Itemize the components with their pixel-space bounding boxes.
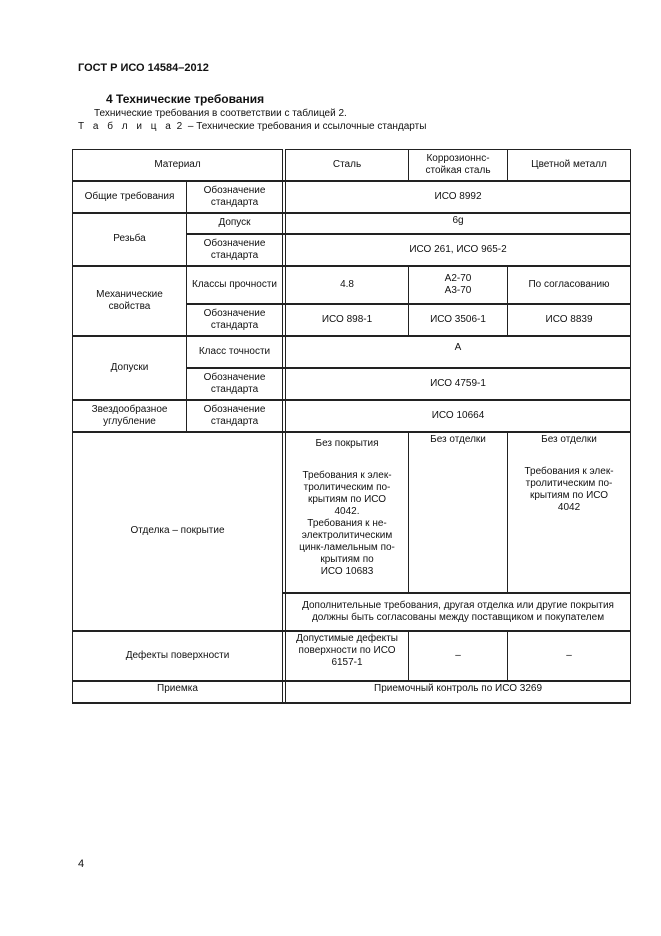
row-mechanical-classes xyxy=(73,266,631,304)
tolerances-class-label: Класс точности xyxy=(187,336,283,368)
table-caption-label: Т а б л и ц а xyxy=(78,121,174,132)
row-surface-defects xyxy=(73,631,631,681)
mechanical-classes-stainless: А2-70 А3-70 xyxy=(409,266,508,304)
header-stainless: Коррозионнс- стойкая сталь xyxy=(409,150,508,181)
table-header-row xyxy=(73,150,631,181)
thread-std-label: Обозначение стандарта xyxy=(187,234,283,266)
tolerances-class-value: А xyxy=(286,336,631,368)
header-steel: Сталь xyxy=(286,150,409,181)
row-common-requirements xyxy=(73,181,631,213)
countersink-std-value: ИСО 10664 xyxy=(286,400,631,432)
row-acceptance xyxy=(73,681,631,703)
defects-stainless: – xyxy=(409,631,508,681)
page-number: 4 xyxy=(78,858,85,870)
thread-group-label: Резьба xyxy=(73,213,187,266)
mechanical-std-nonferrous: ИСО 8839 xyxy=(508,304,631,336)
row-thread-tolerance xyxy=(73,213,631,234)
document-header: ГОСТ Р ИСО 14584–2012 xyxy=(78,62,209,74)
common-group-label: Общие требования xyxy=(73,181,187,213)
finish-nonferrous: Без отделки Требования к элек- тролитическим по- крытиям по ИСО 4042 xyxy=(508,432,631,593)
mechanical-std-label: Обозначение стандарта xyxy=(187,304,283,336)
thread-tolerance-value: 6g xyxy=(286,213,631,234)
mechanical-group-label: Механические свойства xyxy=(73,266,187,336)
defects-group-label: Дефекты поверхности xyxy=(73,631,283,681)
finish-steel: Без покрытия Требования к элек- тролитическим по- крытиям по ИСО 4042. Требования к не- электролитическим цинк-ламельным по- крытиям по ИСО 10683 xyxy=(286,432,409,593)
common-std-label: Обозначение стандарта xyxy=(187,181,283,213)
section-intro: Технические требования в соответствии с таблицей 2. xyxy=(94,108,347,119)
defects-nonferrous: – xyxy=(508,631,631,681)
finish-nonferrous-title: Без отделки xyxy=(541,433,597,445)
row-finish xyxy=(73,432,631,593)
acceptance-value: Приемочный контроль по ИСО 3269 xyxy=(286,681,631,703)
section-title: 4 Технические требования xyxy=(106,92,265,106)
header-material: Материал xyxy=(73,150,283,181)
acceptance-group-label: Приемка xyxy=(73,681,283,703)
table-caption-number: 2 xyxy=(176,121,186,132)
mechanical-std-stainless: ИСО 3506-1 xyxy=(409,304,508,336)
table-caption-text: – Технические требования и ссылочные стандарты xyxy=(187,121,427,132)
tolerances-std-value: ИСО 4759-1 xyxy=(286,368,631,400)
tolerances-group-label: Допуски xyxy=(73,336,187,400)
mechanical-std-steel: ИСО 898-1 xyxy=(286,304,409,336)
common-std-value: ИСО 8992 xyxy=(286,181,631,213)
finish-additional: Дополнительные требования, другая отделка или другие покрытия должны быть согласованы между поставщиком и покупателем xyxy=(286,593,631,631)
finish-steel-title: Без покрытия xyxy=(315,437,379,449)
row-countersink xyxy=(73,400,631,432)
mechanical-classes-steel: 4.8 xyxy=(286,266,409,304)
thread-std-value: ИСО 261, ИСО 965-2 xyxy=(286,234,631,266)
countersink-std-label: Обозначение стандарта xyxy=(187,400,283,432)
requirements-table xyxy=(72,149,631,704)
mechanical-classes-label: Классы прочности xyxy=(187,266,283,304)
mechanical-classes-nonferrous: По согласованию xyxy=(508,266,631,304)
defects-steel: Допустимые дефекты поверхности по ИСО 6157-1 xyxy=(286,631,409,681)
thread-tolerance-label: Допуск xyxy=(187,213,283,234)
header-nonferrous: Цветной металл xyxy=(508,150,631,181)
finish-group-label: Отделка – покрытие xyxy=(73,432,283,631)
countersink-group-label: Звездообразное углубление xyxy=(73,400,187,432)
tolerances-std-label: Обозначение стандарта xyxy=(187,368,283,400)
row-tolerances-class xyxy=(73,336,631,368)
table-caption xyxy=(78,121,426,132)
finish-stainless: Без отделки xyxy=(409,432,508,593)
